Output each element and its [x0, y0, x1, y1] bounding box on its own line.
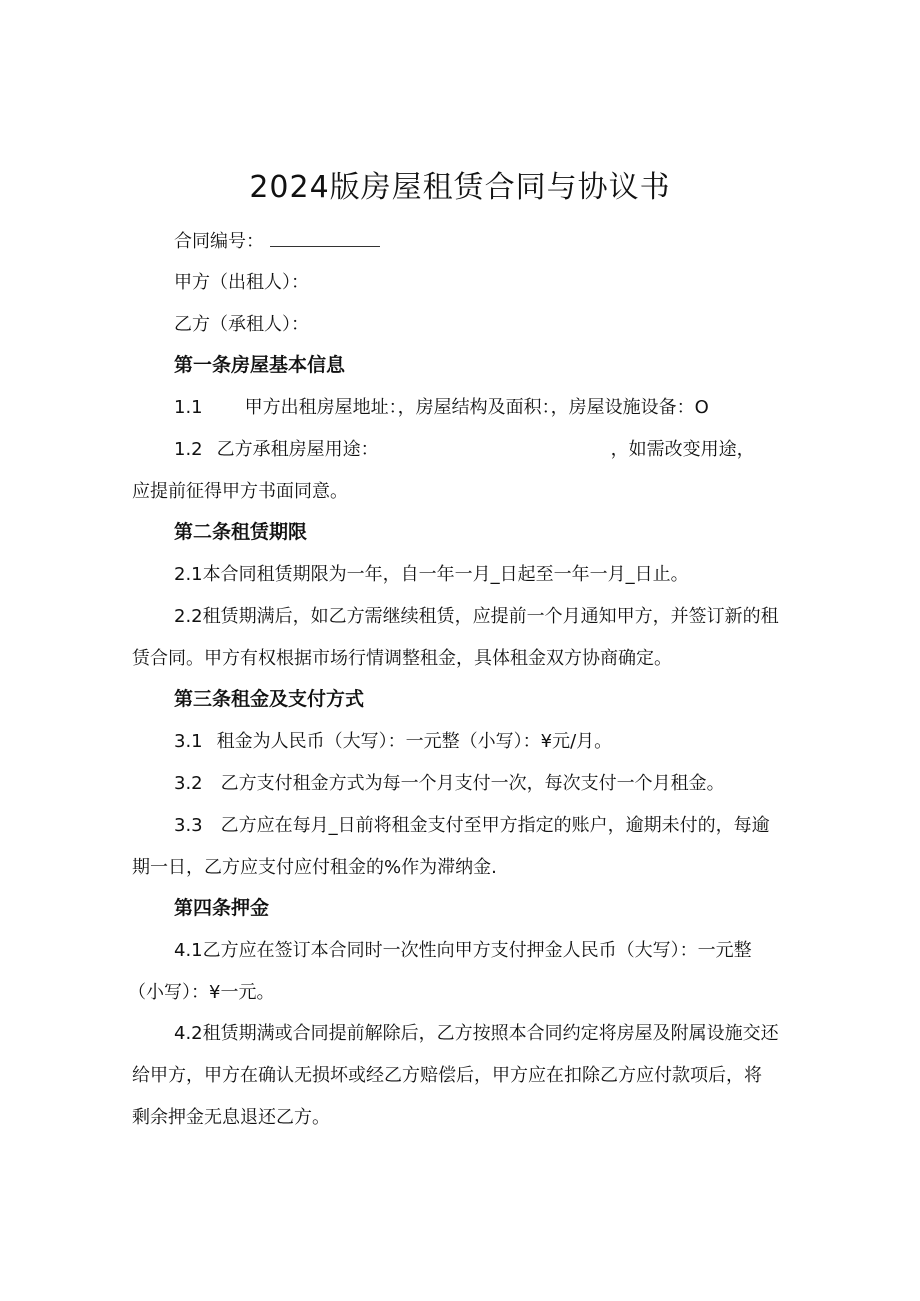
contract-number-blank — [270, 228, 380, 247]
clause-4-1-continued: （小写）：¥一元。 — [128, 982, 275, 1003]
party-a-label: 甲方（出租人）： — [174, 272, 309, 293]
section-3-heading: 第三条租金及支付方式 — [174, 688, 365, 710]
clause-1-2-continued: 应提前征得甲方书面同意。 — [132, 481, 348, 502]
clause-4-2: 4.2租赁期满或合同提前解除后，乙方按照本合同约定将房屋及附属设施交还 — [174, 1023, 779, 1044]
clause-number: 3.1 — [174, 731, 203, 752]
clause-2-2: 2.2租赁期满后，如乙方需继续租赁，应提前一个月通知甲方，并签订新的租 — [174, 606, 779, 627]
clause-text: 租金为人民币（大写）：一元整（小写）：¥元/月。 — [216, 731, 613, 752]
clause-number: 3.3 — [174, 815, 203, 836]
clause-4-2-continued-2: 剩余押金无息退还乙方。 — [132, 1107, 330, 1128]
clause-3-1 — [174, 729, 612, 755]
clause-2-2-continued: 赁合同。甲方有权根据市场行情调整租金，具体租金双方协商确定。 — [132, 648, 672, 669]
party-b-label: 乙方（承租人）： — [174, 314, 309, 335]
section-2-heading: 第二条租赁期限 — [174, 521, 308, 543]
clause-3-2 — [174, 771, 725, 797]
clause-text: 乙方承租房屋用途： — [216, 439, 379, 460]
clause-number: 1.2 — [174, 439, 203, 460]
clause-1-1 — [174, 395, 709, 421]
contract-number-row — [174, 228, 380, 255]
clause-number: 3.2 — [174, 773, 203, 794]
clause-4-2-continued-1: 给甲方，甲方在确认无损坏或经乙方赔偿后，甲方应在扣除乙方应付款项后，将 — [132, 1065, 762, 1086]
section-4-heading: 第四条押金 — [174, 897, 270, 919]
clause-text: ，如需改变用途， — [610, 439, 755, 460]
clause-2-1: 2.1本合同租赁期限为一年，自一年一月_日起至一年一月_日止。 — [174, 564, 689, 585]
contract-number-label: 合同编号： — [174, 231, 264, 252]
document-title: 2024版房屋租赁合同与协议书 — [249, 170, 671, 205]
clause-text: 甲方出租房屋地址：，房屋结构及面积：，房屋设施设备：O — [244, 397, 709, 418]
clause-text: 乙方支付租金方式为每一个月支付一次，每次支付一个月租金。 — [220, 773, 725, 794]
clause-number: 1.1 — [174, 397, 203, 418]
section-1-heading: 第一条房屋基本信息 — [174, 354, 346, 376]
clause-3-3-continued: 期一日，乙方应支付应付租金的%作为滞纳金. — [132, 857, 497, 878]
clause-text: 乙方应在每月_日前将租金支付至甲方指定的账户，逾期未付的，每逾 — [220, 815, 770, 836]
clause-1-2 — [174, 437, 755, 463]
clause-3-3 — [174, 813, 770, 839]
clause-4-1: 4.1乙方应在签订本合同时一次性向甲方支付押金人民币（大写）：一元整 — [174, 940, 752, 961]
